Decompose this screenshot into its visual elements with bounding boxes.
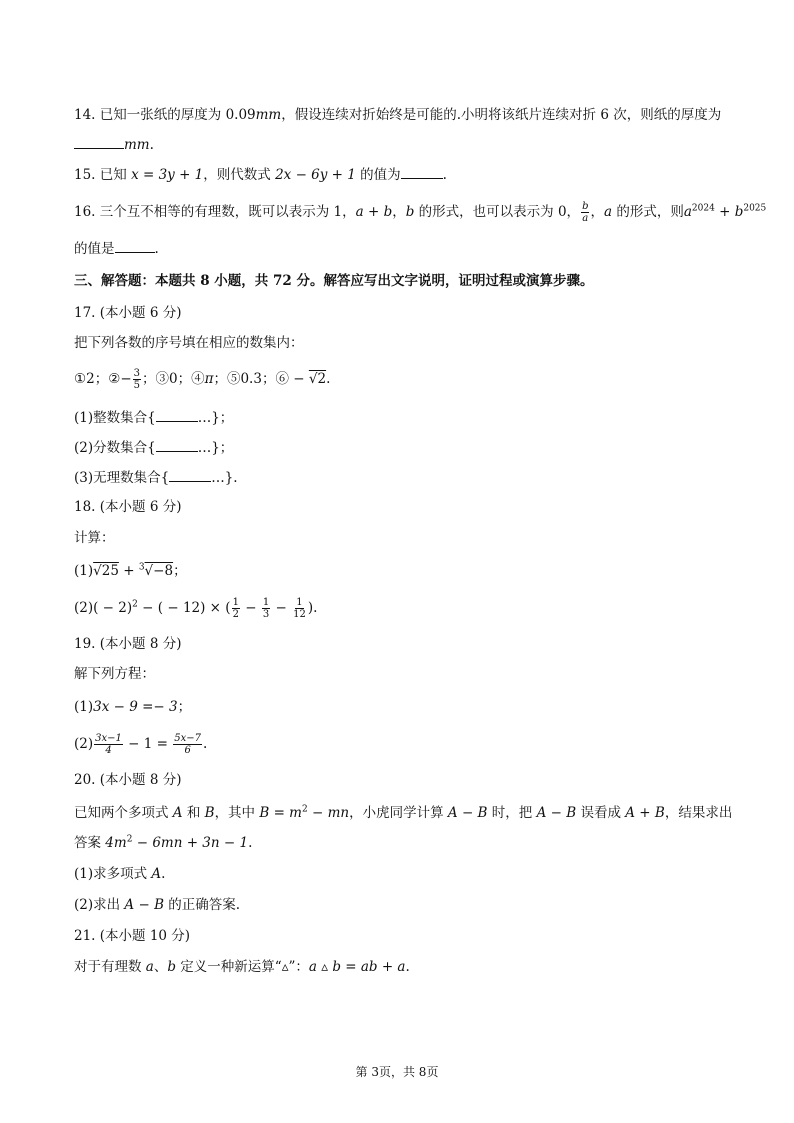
q18-frac2-num: 1 [262,597,270,608]
q18-p2-mid: − ( − 12) × ( [137,600,231,616]
q20-ans-exp: 2 [126,834,133,845]
q18-frac1-den: 2 [232,609,239,620]
q18-intro: 计算： [74,530,115,546]
q17-n4-pi: π [204,371,214,387]
q14-text-b: ，假设连续对折始终是可能的.小明将该纸片连续对折 6 次，则纸的厚度为 [281,107,722,123]
q17-set3 [74,467,730,488]
q16-exp-a: 2024 [691,203,715,214]
q18-p1-root-index: 3 [138,562,145,573]
q17-n2-minus: − [120,371,132,387]
q14-end: . [149,137,154,153]
q16-end: . [154,241,159,257]
q21-b: b [167,959,177,975]
q17-set3-end: …}. [211,470,238,486]
q19-p1-label: (1) [74,699,94,715]
q14-unit2: mm [124,137,150,153]
q20-text-c: ，其中 [214,805,260,821]
section3-heading: 三、解答题：本题共 8 小题，共 72 分。解答应写出文字说明，证明过程或演算步骤。 [74,273,594,289]
q17-set3-blank[interactable] [169,467,211,482]
q18-part2 [74,597,730,620]
q15-text-post: 的值为 [355,167,401,183]
q17-n6-root: √2 [308,371,327,387]
q16-line1 [74,201,767,224]
q20-p1-text: (1)求多项式 [74,866,152,882]
q14-text-a: 14. 已知一张纸的厚度为 [74,107,226,123]
q20-B: B [204,805,215,821]
q14-unit: mm [255,107,282,123]
q16-base-b: b [734,204,744,220]
q20-p1-end: . [161,866,166,882]
q18-p1-sqrt: √25 [93,563,119,579]
q20-ans-b: − 6mn + 3n − 1 [132,835,249,851]
q14-line1 [74,105,730,125]
q18-frac3-num: 1 [296,597,303,608]
q20-a-minus-b: A − B [447,805,488,821]
q21-header: 21. (本小题 10 分) [74,928,191,944]
q18-frac3 [292,597,307,620]
q17-n2-sep: ； [142,371,156,387]
q16-exp-b: 2025 [743,203,767,214]
q16-text-post: 的形式，则 [612,204,684,220]
q19-mid: − 1 = [123,736,173,752]
q18-p1-plus: + [118,563,139,579]
q21-sep: 、 [153,959,168,975]
q20-p2-text: (2)求出 [74,897,125,913]
q14-value: 0.09 [225,107,256,123]
q18-frac3-den: 12 [293,609,306,620]
q17-set1-label: (1)整数集合{ [74,410,156,426]
q20-a-minus-b-2: A − B [536,805,577,821]
q19-intro: 解下列方程： [74,666,155,682]
q20-header: 20. (本小题 8 分) [74,772,182,788]
q20-part2 [74,895,730,915]
q16-ab: a + b [355,204,393,220]
q15-condition: x = 3y + 1 [131,167,204,183]
q16-text-line2: 的值是 [74,241,115,257]
q20-line2 [74,833,730,853]
q16-a: a [603,204,613,220]
q19-header: 19. (本小题 8 分) [74,636,182,652]
q21-a: a [145,959,154,975]
q20-part1 [74,864,730,884]
q17-n4-mark: ④ [191,371,205,387]
q21-text-a: 对于有理数 [74,959,146,975]
q20-p1-A: A [151,866,162,882]
q18-p2-base: ( − 2) [93,600,133,616]
q21-end: . [405,959,410,975]
q18-part1 [74,561,730,581]
q17-n1: ①2； [74,371,109,387]
q17-n5: ⑤0.3； [226,371,276,387]
q17-set1-blank[interactable] [156,407,198,422]
q20-p2-a-minus-b: A − B [124,897,164,913]
q21-definition: a ▵ b = ab + a [308,959,406,975]
q19-p2-end: . [203,736,208,752]
q21-text-b: 定义一种新运算“ [176,959,282,975]
q15-line [74,164,730,185]
q20-p2-end: 的正确答案. [164,897,241,913]
q20-text-b: 和 [182,805,205,821]
q17-set2-end: …}； [197,440,234,456]
q16-sep1: ， [392,204,406,220]
q14-answer-blank[interactable] [74,134,124,149]
q15-text-pre: 15. 已知 [74,167,132,183]
q18-p2-end: ). [307,600,318,616]
q20-bdef-exp: 2 [301,804,308,815]
q17-header: 17. (本小题 6 分) [74,305,182,321]
q20-text-d: ，小虎同学计算 [349,805,448,821]
q18-frac2 [262,597,270,620]
q19-frac1-num: 3x−1 [95,733,122,744]
q15-text-mid: ，则代数式 [203,167,276,183]
q15-end: . [442,167,447,183]
q16-text-pre: 16. 三个互不相等的有理数，既可以表示为 1， [74,204,356,220]
q19-frac2-num: 5x−7 [174,733,202,744]
q16-answer-blank[interactable] [115,238,155,253]
q19-p2-label: (2) [74,736,94,752]
q19-p1-end: ； [177,699,192,715]
q17-set2 [74,437,730,458]
q16-base-a: a [683,204,692,220]
q18-frac1-num: 1 [232,597,239,608]
q17-set2-blank[interactable] [156,437,198,452]
q20-text-e: 时，把 [487,805,537,821]
q19-part2 [74,733,730,756]
q20-text-a: 已知两个多项式 [74,805,173,821]
q19-frac1 [94,733,123,756]
q20-text-g: ，结果求出 [664,805,733,821]
q18-header: 18. (本小题 6 分) [74,499,182,515]
q17-n2-num: 3 [133,368,140,379]
q17-set2-label: (2)分数集合{ [74,440,156,456]
q18-frac2-den: 3 [262,609,270,620]
q18-p1-end: ； [173,563,187,579]
q18-p1-cbrt: √−8 [144,563,174,579]
q15-expression: 2x − 6y + 1 [275,167,356,183]
q19-part1 [74,697,730,717]
q14-line2 [74,134,730,155]
q16-fraction [581,201,589,224]
q17-n6-mark: ⑥ − [275,371,309,387]
q17-n3: ③0； [155,371,192,387]
q19-p1-equation: 3x − 9 =− 3 [93,699,178,715]
q20-line1 [74,803,733,823]
q16-frac-num: b [582,201,589,212]
q18-minus2: − [271,600,292,616]
q17-n2-den: 5 [133,380,140,391]
q17-n2-mark: ② [108,371,121,387]
q17-set3-label: (3)无理数集合{ [74,470,170,486]
q20-answer-label: 答案 [74,835,106,851]
q16-text-mid: 的形式，也可以表示为 0， [414,204,581,220]
q18-minus1: − [240,600,261,616]
q19-frac2-den: 6 [184,745,191,756]
q18-p2-label: (2) [74,600,94,616]
q18-frac1 [232,597,240,620]
q20-ans-end: . [248,835,253,851]
q18-p2-exp: 2 [132,599,138,610]
q21-line1 [74,957,730,977]
q16-line2 [74,238,730,259]
q16-plus: + [714,204,735,220]
q17-n2-fraction [133,368,141,391]
q17-set1-end: …}； [197,410,234,426]
q20-A: A [172,805,183,821]
q20-text-f: 误看成 [576,805,626,821]
q15-answer-blank[interactable] [401,164,443,179]
q20-bdef-b: − mn [307,805,350,821]
q21-operator-symbol: ▵ [281,959,289,975]
q17-set1 [74,407,730,428]
q20-ans-a: 4m [105,835,127,851]
q19-frac1-den: 4 [105,745,112,756]
q20-bdef-a: B = m [259,805,302,821]
q17-n6-end: . [326,371,331,387]
q17-intro: 把下列各数的序号填在相应的数集内： [74,335,304,351]
q17-n4-sep: ； [213,371,227,387]
q16-sep2: ， [590,204,604,220]
q16-frac-den: a [582,213,589,224]
q19-frac2 [173,733,202,756]
q17-numbers [74,368,730,391]
page-footer: 第 3页，共 8页 [355,1065,439,1079]
q21-text-c: ”： [288,959,309,975]
q20-a-plus-b: A + B [625,805,665,821]
q18-p1-label: (1) [74,563,94,579]
q16-b: b [405,204,415,220]
